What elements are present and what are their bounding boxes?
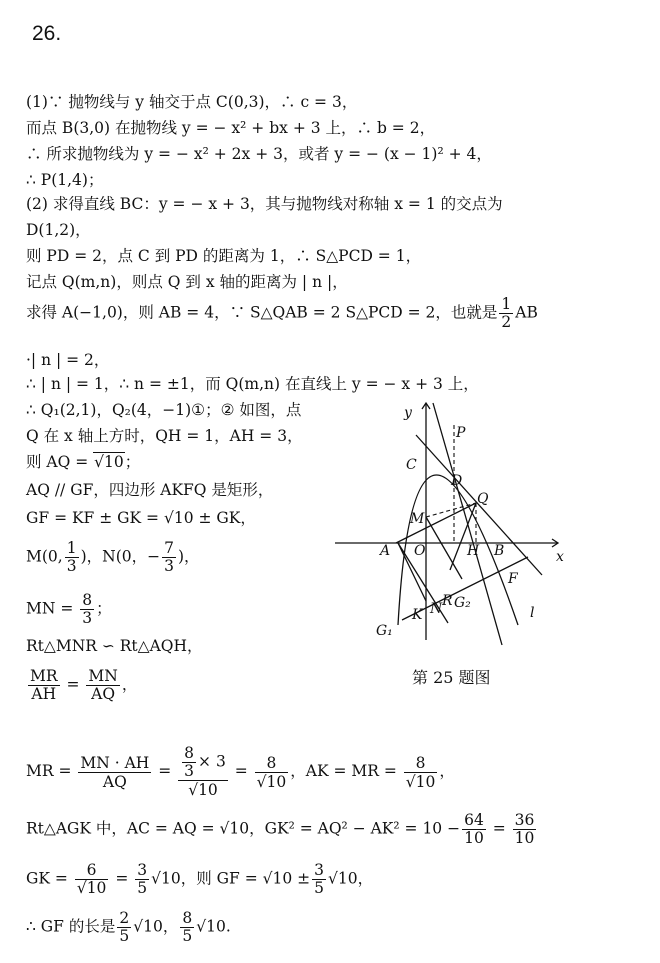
answer-2: √10. <box>196 917 231 936</box>
frac-num: 3 <box>314 861 325 879</box>
frac-num: 8 <box>82 591 93 609</box>
geometry-figure <box>330 395 580 655</box>
frac-num: 6 <box>86 861 97 879</box>
solution-line-3: ∴ 所求抛物线为 y = − x² + 2x + 3，或者 y = − (x − 1)² + 4， <box>26 145 492 163</box>
frac-den: 10 <box>514 829 535 847</box>
line-aq <box>396 503 476 543</box>
solution-line-18 <box>26 592 112 627</box>
solution-line-11: ∴ | n | = 1，∴ n = ±1，而 Q(m,n) 在直线上 y = − x + 3 上， <box>26 375 479 393</box>
solution-line-12: ∴ Q₁(2,1)，Q₂(4，−1)①；② 如图，点 <box>26 401 302 419</box>
line-22-text: Rt△AGK 中，AC = AQ = √10，GK² = AQ² − AK² = 10 − <box>26 819 461 838</box>
frac-den: 5 <box>314 879 325 897</box>
solution-line-9 <box>26 296 538 331</box>
frac-num: 1 <box>501 295 512 313</box>
mn-label: MN = <box>26 599 79 618</box>
line-23-tail: √10， <box>328 869 374 888</box>
solution-line-10: ·| n | = 2， <box>26 351 110 369</box>
frac-den: √10 <box>405 772 436 791</box>
solution-line-1: (1)∵ 抛物线与 y 轴交于点 C(0,3)，∴ c = 3， <box>26 93 358 111</box>
label-c: C <box>406 457 417 473</box>
problem-number: 26. <box>32 22 62 45</box>
solution-line-23 <box>26 862 373 897</box>
equals: = <box>61 675 85 694</box>
fraction-half <box>499 296 513 331</box>
frac-den: √10 <box>178 780 228 799</box>
solution-line-2: 而点 B(3,0) 在抛物线 y = − x² + bx + 3 上，∴ b = 2， <box>26 119 436 137</box>
fraction-3-5 <box>135 862 149 897</box>
solution-line-6: D(1,2)， <box>26 221 91 239</box>
frac-num: 36 <box>514 811 535 829</box>
label-b: B <box>494 543 505 559</box>
label-q: Q <box>477 491 489 507</box>
equals: = <box>153 762 177 780</box>
frac-num: 64 <box>464 811 484 829</box>
m-coord-open: M(0, <box>26 547 63 566</box>
frac-den: AH <box>28 685 60 703</box>
gk-label: GK = <box>26 869 73 888</box>
equals: = <box>229 762 253 780</box>
times-three: × 3 <box>198 752 226 771</box>
fraction-36-10 <box>513 812 537 847</box>
segment-mr <box>426 517 462 579</box>
label-d: D <box>451 473 463 489</box>
coord-close: )， <box>177 547 200 566</box>
solution-line-5: (2) 求得直线 BC：y = − x + 3，其与抛物线对称轴 x = 1 的交点为 <box>26 195 503 213</box>
ak-equals: ，AK = MR = <box>290 762 402 780</box>
line-14-text: 则 AQ = <box>26 453 94 471</box>
solution-line-21 <box>26 745 455 799</box>
frac-num: MN · AH <box>80 753 150 772</box>
label-n: N <box>430 601 443 617</box>
label-g1: G₁ <box>376 623 393 639</box>
n-coord-open: )，N(0，− <box>80 547 161 566</box>
sqrt-10: √10 <box>94 453 124 471</box>
fraction-8-5 <box>180 910 194 945</box>
fraction-8-sqrt10 <box>255 754 289 791</box>
frac-den: 2 <box>501 313 512 331</box>
frac-den: 3 <box>66 557 77 575</box>
solution-line-15: AQ // GF，四边形 AKFQ 是矩形， <box>26 481 274 499</box>
solution-line-14 <box>26 452 140 472</box>
line-14-tail: ； <box>124 453 141 471</box>
mr-label: MR = <box>26 762 77 780</box>
solution-line-17 <box>26 540 200 575</box>
answer-1: √10， <box>133 917 179 936</box>
frac-num: MN <box>88 667 118 685</box>
fraction-seven-thirds <box>162 540 176 575</box>
fraction-8-sqrt10-b <box>404 754 438 791</box>
frac-num: 3 <box>137 861 148 879</box>
fraction-6-sqrt10 <box>75 862 109 897</box>
frac-num: MR <box>30 667 58 685</box>
label-h: H <box>467 543 480 559</box>
frac-num: 8 <box>266 753 277 772</box>
label-y: y <box>404 405 412 421</box>
solution-line-13: Q 在 x 轴上方时，QH = 1，AH = 3， <box>26 427 303 445</box>
frac-den: √10 <box>256 772 287 791</box>
line-23-text: √10，则 GF = √10 ± <box>151 869 311 888</box>
label-o: O <box>414 543 426 559</box>
line-20-tail: ， <box>121 675 138 694</box>
frac-den: AQ <box>86 685 119 703</box>
solution-line-8: 记点 Q(m,n)，则点 Q 到 x 轴的距离为 | n |， <box>26 273 348 291</box>
label-k: K <box>412 607 423 623</box>
fraction-eight-thirds <box>80 592 94 627</box>
mn-tail: ； <box>96 599 112 618</box>
solution-line-16: GF = KF ± GK = √10 ± GK， <box>26 509 256 527</box>
line-9-text: 求得 A(−1,0)，则 AB = 4，∵ S△QAB = 2 S△PCD = 2，也就是 <box>26 303 498 322</box>
frac-den: 5 <box>182 927 193 945</box>
frac-den: 5 <box>119 927 130 945</box>
gf-length-label: ∴ GF 的长是 <box>26 917 116 936</box>
frac-num: 2 <box>119 909 130 927</box>
fraction-mn-ah-aq <box>78 754 151 791</box>
frac-den: 3 <box>184 762 195 780</box>
label-f: F <box>508 571 518 587</box>
solution-line-4: ∴ P(1,4)； <box>26 171 104 189</box>
fraction-one-third <box>65 540 79 575</box>
frac-num: 8 <box>415 753 426 772</box>
frac-den: 5 <box>137 879 148 897</box>
frac-den: √10 <box>76 879 107 897</box>
label-l: l <box>530 605 535 621</box>
line-9-tail: AB <box>515 303 538 322</box>
line-21-tail: ， <box>439 762 455 780</box>
solution-line-24 <box>26 910 231 945</box>
equals: = <box>487 819 511 838</box>
frac-num: 7 <box>164 539 174 557</box>
fraction-2-5 <box>117 910 131 945</box>
label-x: x <box>556 549 564 565</box>
fraction-mr-ah <box>28 668 60 703</box>
compound-num <box>178 745 228 780</box>
frac-num: 1 <box>66 539 77 557</box>
frac-num: 8 <box>184 744 195 762</box>
segment-qg <box>450 503 476 570</box>
equals: = <box>110 869 134 888</box>
label-m: M <box>410 511 425 527</box>
fraction-compound <box>178 745 228 799</box>
solution-line-22 <box>26 812 538 847</box>
figure-caption: 第 25 题图 <box>412 668 491 687</box>
label-a: A <box>380 543 391 559</box>
frac-den: 3 <box>164 557 174 575</box>
fraction-mn-aq <box>86 668 119 703</box>
solution-line-20 <box>26 668 137 703</box>
fraction-3-5-b <box>312 862 326 897</box>
label-r: R <box>442 593 453 609</box>
fraction-64-10 <box>462 812 486 847</box>
frac-den: 10 <box>464 829 484 847</box>
label-g2: G₂ <box>454 595 471 611</box>
frac-num: 8 <box>182 909 193 927</box>
frac-den: AQ <box>78 772 151 791</box>
inner-fraction <box>182 745 196 780</box>
frac-den: 3 <box>82 609 93 627</box>
label-p: P <box>456 425 466 441</box>
solution-line-7: 则 PD = 2，点 C 到 PD 的距离为 1，∴ S△PCD = 1， <box>26 247 422 265</box>
solution-line-19: Rt△MNR ∽ Rt△AQH， <box>26 637 203 655</box>
